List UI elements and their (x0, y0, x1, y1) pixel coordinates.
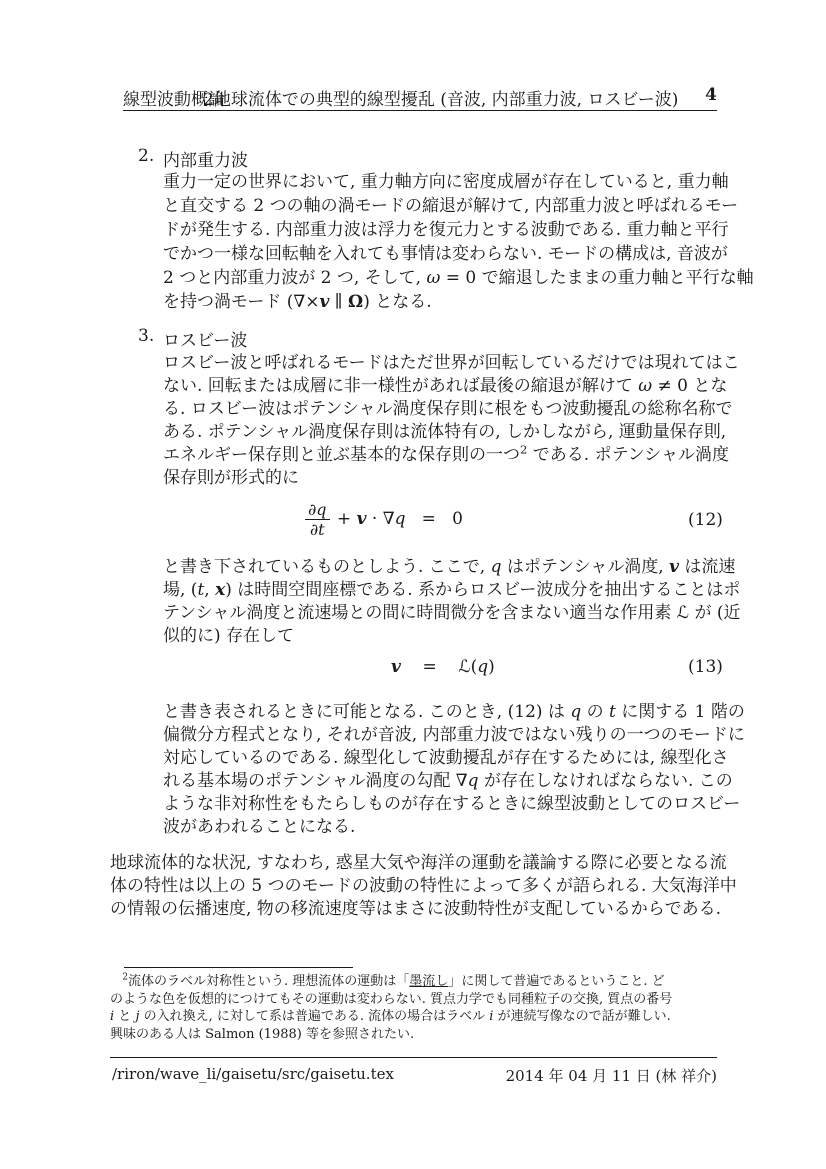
text-line: ドが発生する. 内部重力波は浮力を復元力とする波動である. 重力軸と平行 (163, 220, 729, 240)
text-line: エネルギー保存則と並ぶ基本的な保存則の一つ$^2$ である. ポテンシャル渦度 (163, 442, 729, 465)
text-line: 似的に) 存在して (163, 626, 295, 646)
text-line: 興味のある人は Salmon (1988) 等を参照されたい. (110, 1026, 415, 1042)
text-line: 場, (t, x) は時間空間座標である. 系からロスビー波成分を抽出することはポ (163, 580, 741, 600)
text-line: のような色を仮想的につけてもその運動は変わらない. 質点力学でも同種粒子の交換, 質点の番号 (110, 991, 673, 1007)
text-line: ある. ポテンシャル渦度保存則は流体特有の, しかしながら, 運動量保存則, (163, 422, 727, 442)
text-line: $^2$流体のラベル対称性という. 理想流体の運動は「墨流し」に関して普遍であるということ. ど (122, 972, 665, 989)
text-line: 体の特性は以上の 5 つのモードの波動の特性によって多くが語られる. 大気海洋中 (110, 876, 737, 896)
equation-12-body: $\frac{\partial q}{\partial t}$ + v · ∇q = 0 (303, 499, 463, 539)
text-line: i と j の入れ換え, に対して系は普遍である. 流体の場合はラベル i が連続写像なので話が難しい. (110, 1009, 671, 1024)
fraction: $\frac{\partial q}{\partial t}$ (305, 500, 330, 539)
text-line: と書き表されるときに可能となる. このとき, (12) は q の t に関する 1 階の (163, 702, 745, 722)
text-line: 対応しているのである. 線型化して波動擾乱が存在するためには, 線型化さ (163, 748, 729, 768)
page-number: 4 (705, 85, 717, 105)
text-line: と直交する 2 つの軸の渦モードの縮退が解けて, 内部重力波と呼ばれるモー (163, 196, 739, 216)
footnote-text (110, 973, 724, 1043)
text-line: 地球流体的な状況, すなわち, 惑星大気や海洋の運動を議論する際に必要となる流 (110, 853, 727, 873)
footer-date-author: 2014 年 04 月 11 日 (林 祥介) (505, 1067, 717, 1085)
footnote-rule (124, 967, 353, 968)
list-item-2-number: 2. (138, 146, 155, 166)
footer-file-path: /riron/wave_li/gaisetu/src/gaisetu.tex (112, 1065, 394, 1083)
list-item-3-title: ロスビー波 (163, 331, 248, 351)
list-item-3-number: 3. (138, 326, 155, 346)
equation-13-body: v = ℒ(q) (391, 657, 495, 677)
equation-13-tag: (13) (688, 657, 723, 677)
list-item-3-paragraph-3 (163, 701, 745, 839)
text-line: と書き下されているものとしよう. ここで, q はポテンシャル渦度, v は流速 (163, 557, 736, 577)
closing-paragraph (110, 852, 737, 921)
text-line: の情報の伝播速度, 物の移流速度等はまさに波動特性が支配しているからである. (110, 899, 722, 919)
text-line: 波があわれることになる. (163, 817, 356, 837)
text-line: 保存則が形式的に (163, 468, 299, 488)
text-line: でかつ一様な回転軸を入れても事情は変わらない. モードの構成は, 音波が (163, 244, 728, 264)
text-line: を持つ渦モード (∇×v ∥ Ω) となる. (163, 292, 432, 312)
list-item-2-paragraph (163, 170, 754, 314)
running-head-section-title: 2地球流体での典型的線型擾乱 (音波, 内部重力波, ロスビー波) (203, 90, 679, 110)
footer-rule (110, 1057, 717, 1058)
running-head-left: 線型波動概論 (123, 90, 225, 110)
header-rule (123, 110, 717, 111)
text-line: れる基本場のポテンシャル渦度の勾配 ∇q が存在しなければならない. この (163, 771, 733, 791)
list-item-2-title: 内部重力波 (163, 151, 248, 171)
text-line: 重力一定の世界において, 重力軸方向に密度成層が存在していると, 重力軸 (163, 172, 729, 192)
list-item-3-paragraph-2 (163, 556, 741, 648)
text-line: 2 つと内部重力波が 2 つ, そして, ω = 0 で縮退したままの重力軸と平行な軸 (163, 268, 754, 288)
text-line: ような非対称性をもたらしものが存在するときに線型波動としてのロスビー (163, 794, 741, 814)
text-line: テンシャル渦度と流速場との間に時間微分を含まない適当な作用素 ℒ が (近 (163, 603, 741, 623)
text-line: ロスビー波と呼ばれるモードはただ世界が回転しているだけでは現れてはこ (163, 353, 740, 373)
text-line: ない. 回転または成層に非一様性があれば最後の縮退が解けて ω ≠ 0 とな (163, 376, 728, 396)
text-line: 偏微分方程式となり, それが音波, 内部重力波ではない残りの一つのモードに (163, 725, 745, 745)
text-line: る. ロスビー波はポテンシャル渦度保存則に根をもつ波動擾乱の総称名称で (163, 399, 733, 419)
list-item-3-paragraph-1 (163, 352, 740, 490)
equation-12-tag: (12) (688, 510, 723, 530)
